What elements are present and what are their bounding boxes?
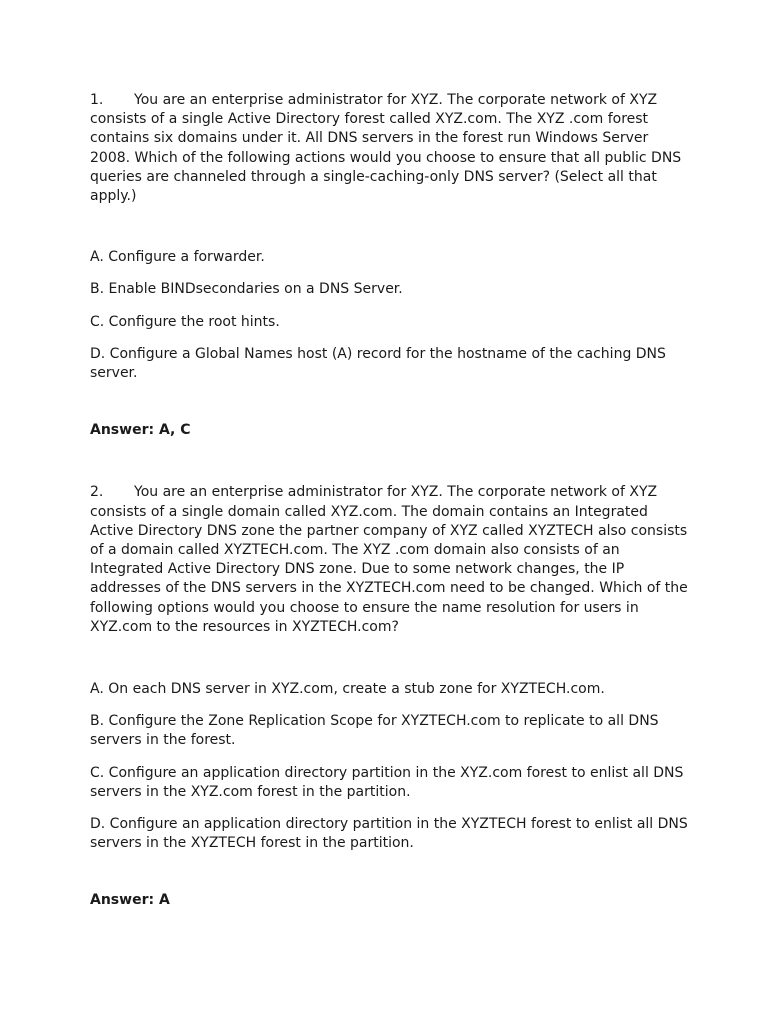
question-1-option-d: D. Configure a Global Names host (A) record for the hostname of the caching DNS server.	[90, 345, 666, 382]
question-1-answer: Answer: A, C	[90, 422, 191, 439]
document-page	[90, 91, 690, 925]
question-1-options	[90, 248, 690, 383]
question-2-option-c: C. Configure an application directory partition in the XYZ.com forest to enlist all DNS servers in the XYZ.com forest in the partition.	[90, 764, 684, 800]
question-2-text	[90, 483, 690, 637]
question-2-body: You are an enterprise administrator for XYZ. The corporate network of XYZ consists of a single domain called XYZ.com. The domain contains an Integrated Active Directory DNS zone the partner company of XYZ called XYZTECH also consists of a domain called XYZTECH.com. The XYZ .com domain also consists of an Integrated Active Directory DNS zone. Due to some network changes, the IP addresses of the DNS servers in the XYZTECH.com need to be changed. Which of the following options would you choose to ensure the name resolution for users in XYZ.com to the resources in XYZTECH.com?	[90, 484, 688, 635]
question-1-number: 1.	[90, 92, 104, 108]
question-2-option-d: D. Configure an application directory partition in the XYZTECH forest to enlist all DNS servers in the XYZTECH forest in the partition.	[90, 816, 688, 852]
question-1	[90, 91, 690, 440]
question-1-option-c: C. Configure the root hints.	[90, 313, 280, 330]
question-2-option-a: A. On each DNS server in XYZ.com, create a stub zone for XYZTECH.com.	[90, 681, 605, 698]
question-1-option-a: A. Configure a forwarder.	[90, 249, 265, 266]
question-1-text	[90, 91, 690, 206]
question-2-options	[90, 680, 690, 853]
question-2-answer: Answer: A	[90, 892, 170, 909]
question-2-number: 2.	[90, 484, 104, 501]
question-2	[90, 483, 690, 910]
question-1-option-b: B. Enable BINDsecondaries on a DNS Server.	[90, 281, 403, 298]
question-2-option-b: B. Configure the Zone Replication Scope for XYZTECH.com to replicate to all DNS servers in the forest.	[90, 713, 659, 749]
question-1-body: You are an enterprise administrator for XYZ. The corporate network of XYZ consists of a single Active Directory forest called XYZ.com. The XYZ .com forest contains six domains under it. All DNS servers in the forest run Windows Server 2008. Which of the following actions would you choose to ensure that all public DNS queries are channeled through a single-caching-only DNS server? (Select all that apply.)	[90, 92, 682, 205]
